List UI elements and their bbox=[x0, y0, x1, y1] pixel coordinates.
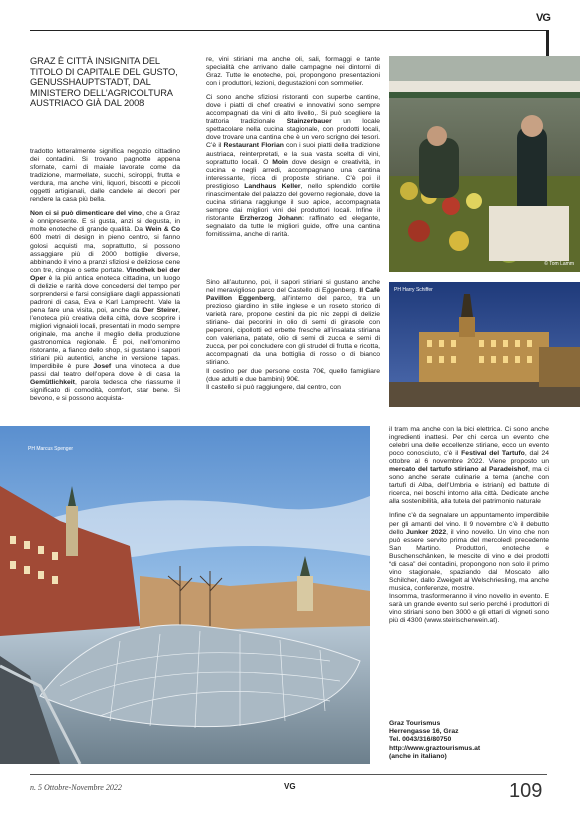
photo-credit: © Tom Lamm bbox=[544, 261, 574, 267]
contact-website-link[interactable]: http://www.graztourismus.at bbox=[389, 744, 481, 752]
article-kicker: GRAZ È CITTÀ INSIGNITA DEL TITOLO DI CAPITALE DEL GUSTO, GENUSSHAUPTSTADT, DAL MINISTERO DELL’AGRICOLTURA AUSTRIACO GIÀ DAL 2008 bbox=[30, 56, 178, 109]
river-island-photo bbox=[0, 426, 370, 764]
top-rule bbox=[30, 30, 547, 31]
contact-note: (anche in italiano) bbox=[389, 752, 447, 760]
issue-info: n. 5 Ottobre-Novembre 2022 bbox=[30, 783, 122, 792]
page-number: 109 bbox=[509, 780, 543, 802]
column-2-top: re, vini stiriani ma anche oli, sali, formaggi e tante specialità che arrivano dalle campagne nei dintorni di Graz. Tutte le enoteche, poi, propongono presentazioni con i produttori, lezioni, degustazioni con sommelier. Ci sono anche sfiziosi ristoranti con superbe cantine, dove i piatti di chef creativi e innovativi sono sempre accompagnati da vini di alto livello,. Si può scegliere la trattoria tradizionale Stainzerbauer un locale spettacolare nella cucina stagionale, con prodotti locali, dove trovare una cantina che è un vero scrigno dei tesori. C’è il Restaurant Florian con i suoi piatti della tradizione austriaca, reinterpretati, e la sua vasta scelta di vini, soprattutto locali. O Moin dove design e creatività, in cucina e negli arredi, accompagnano una cantina interessante, ricca di proposte stiriane. C’è poi il prestigioso Landhaus Keller, nello splendido cortile rinascimentale del palazzo del governo regionale, dove la cucina stiriana raggiunge il suo apice, accompagnata sempre dai migliori vini dei produttori locali. Infine il ristorante Erzherzog Johann: raffinato ed elegante, segnalato da tutte le migliori guide, offre una cantina fornitissima, anche di rarità. bbox=[206, 56, 380, 238]
footer-logo: VG bbox=[284, 782, 296, 791]
night-city-photo bbox=[389, 282, 580, 407]
column-2-bottom: Sino all’autunno, poi, il sapori stiriani si gustano anche nel meraviglioso parco del Castello di Eggenberg. Il Cafè Pavillon Eggenberg, all’interno del parco, tra un prezioso giardino in stile inglese e un roseto storico di varietà rare, propone cestini da pic nic zeppi di delizie stiriane- dai pecorini in olio di semi di girasole con peperoni, cipollotti ed erbette fresche all’insalata stiriana con valeriana, patate, olio di semi di zucca e semi di zucca, per poi concludere con gli strudel di frutta e ricotta, accompagnati da una bottiglia di rosso o di bianco stiriano. Il cestino per due persone costa 70€, quello famigliare (due adulti e due bambini) 90€. Il castello si può raggiungere, dal centro, con bbox=[206, 279, 380, 391]
contact-phone: Tel. 0043/316/80750 bbox=[389, 736, 452, 744]
contact-org: Graz Tourismus bbox=[389, 720, 441, 727]
contact-address: Herrengasse 16, Graz bbox=[389, 728, 459, 736]
footer-rule bbox=[30, 774, 547, 775]
contact-box bbox=[389, 720, 549, 761]
photo-credit: PH Marcus Spenger bbox=[28, 446, 74, 452]
market-photo bbox=[389, 56, 580, 272]
column-1: tradotto letteralmente significa negozio cittadino dei contadini. Si trovano pagnotte appena sfornate, carni di maiale lavorate come da tradizione, marmellate, succhi, sciroppi, frutta e verdura, ma anche vini, liquori, biscotti e piccoli oggetti artigianali, dalle candele ai decori per rendere la casa più bella. Non ci si può dimenticare del vino, che a Graz è onnipresente. E si gusta, anzi si degusta, in molte enoteche di grande qualità. Da Wein & Co 600 metri di design in pieno centro, si fanno golosi acquisti ma, soprattutto, si possono assaggiare più di 2000 bottiglie diverse, abbinando il vino a pranzi sfiziosi e deliziose cene con tre, cinque o sette portate. Vinothek bei der Oper è la più antica enoteca cittadina, un luogo di delizie e rarità dove concedersi del tempo per sorprendersi e farsi consigliare dagli appassionati padroni di casa, Eva e Karl Lamprecht. Vale la pena fare una visita, poi, anche da Der Steirer, l’enoteca più creativa della città, dove scoprire i migliori vignaioli locali, presentati in modo sempre originale, ma anche il meglio della produzione gastronomica regionale. È poi, nell’omonimo ristorante, a fianco dello shop, si gustano i sapori stiriani più autentici, anche in versione tapas. Imperdibile è pure Josef una vinoteca a due passi dal teatro dell’opera dove è di casa la Gemütlichkeit, parola tedesca che riassume il significato di comodità, comfort, star bene. Si bevono, e si possono acquista- bbox=[30, 148, 181, 403]
photo-credit: PH Harry Schiffer bbox=[394, 287, 433, 293]
magazine-logo: VG bbox=[536, 12, 550, 24]
column-3: il tram ma anche con la bici elettrica. Ci sono anche ingredienti inattesi. Per chi cerca un evento che celebri una delle eccellenze stiriane, ecco un evento poco conosciuto, c’è il Festival del Tartufo, dal 24 ottobre al 6 novembre 2022. Viene proposto un mercato del tartufo stiriano al Paradeishof, ma ci sono anche serate culinarie a tema (anche con tartufi di Alba, dell’Umbria e istriani) ed battute di ricerca, nei boschi intorno alla città. Dedicate anche alla sostenibilità, alla tutela del patrimonio naturale Infine c’è da segnalare un appuntamento imperdibile per gli amanti del vino. Il 9 novembre c’è il debutto dello Junker 2022, il vino novello. Un vino che non può essere servito prima del mercoledì precedente San Martino. Produttori, enoteche e Buschenschänken, le mescite di vino e dei prodotti “di casa” dei contadini, propongono non solo il primo vino stagionale, spaziando dal Moscato allo Schilcher, dallo Zweigelt al Welschriesling, ma anche musica, conferenze, mostre. Insomma, trasformeranno il vino novello in evento. E sarà un grande evento sul serio perché i produttori di vino stiriani sono ben 3000 e gli ettari di vigneti sono più di 4300 (www.steirischerwein.at). bbox=[389, 426, 549, 625]
